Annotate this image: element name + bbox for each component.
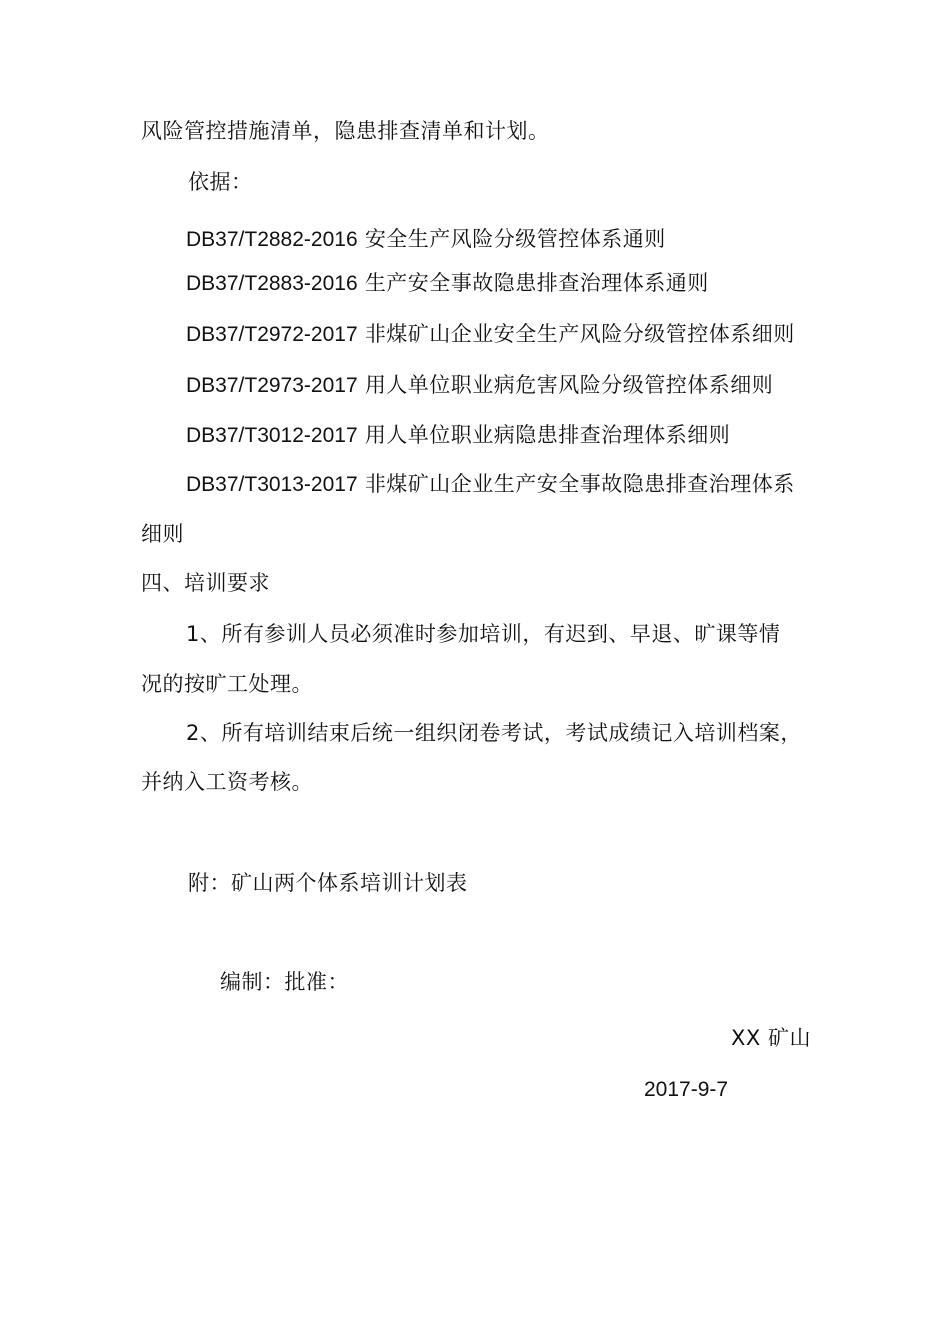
standard-code: DB37/T2882-2016 — [186, 228, 358, 251]
standard-title-continuation: 细则 — [141, 522, 184, 546]
standard-title: 生产安全事故隐患排查治理体系通则 — [364, 271, 709, 295]
standard-title: 非煤矿山企业生产安全事故隐患排查治理体系 — [364, 472, 795, 496]
intro-line: 风险管控措施清单，隐患排查清单和计划。 — [141, 119, 550, 143]
standard-item — [186, 225, 666, 254]
requirement-line: 1、所有参训人员必须准时参加培训，有迟到、早退、旷课等情 — [186, 622, 781, 646]
standard-title: 用人单位职业病隐患排查治理体系细则 — [364, 423, 731, 447]
document-date: 2017-9-7 — [644, 1078, 729, 1101]
basis-label: 依据： — [188, 170, 253, 194]
section-heading: 四、培训要求 — [141, 571, 270, 595]
standard-title: 用人单位职业病危害风险分级管控体系细则 — [364, 373, 774, 397]
standard-code: DB37/T2883-2016 — [186, 272, 358, 295]
standard-code: DB37/T3012-2017 — [186, 424, 358, 447]
standard-item — [186, 421, 730, 450]
standard-code: DB37/T2973-2017 — [186, 374, 358, 397]
standard-code: DB37/T2972-2017 — [186, 323, 358, 346]
requirement-line: 况的按旷工处理。 — [141, 672, 313, 696]
organization-name: XX 矿山 — [731, 1026, 811, 1050]
requirement-line: 并纳入工资考核。 — [141, 770, 313, 794]
sign-line: 编制：批准： — [220, 970, 349, 994]
standard-item — [186, 371, 773, 400]
attachment-note: 附：矿山两个体系培训计划表 — [188, 871, 468, 895]
standard-item — [186, 470, 795, 499]
standard-item — [186, 269, 709, 298]
standard-title: 非煤矿山企业安全生产风险分级管控体系细则 — [364, 322, 795, 346]
standard-title: 安全生产风险分级管控体系通则 — [364, 227, 666, 251]
standard-item — [186, 320, 795, 349]
standard-code: DB37/T3013-2017 — [186, 473, 358, 496]
requirement-line: 2、所有培训结束后统一组织闭卷考试，考试成绩记入培训档案， — [186, 721, 802, 745]
